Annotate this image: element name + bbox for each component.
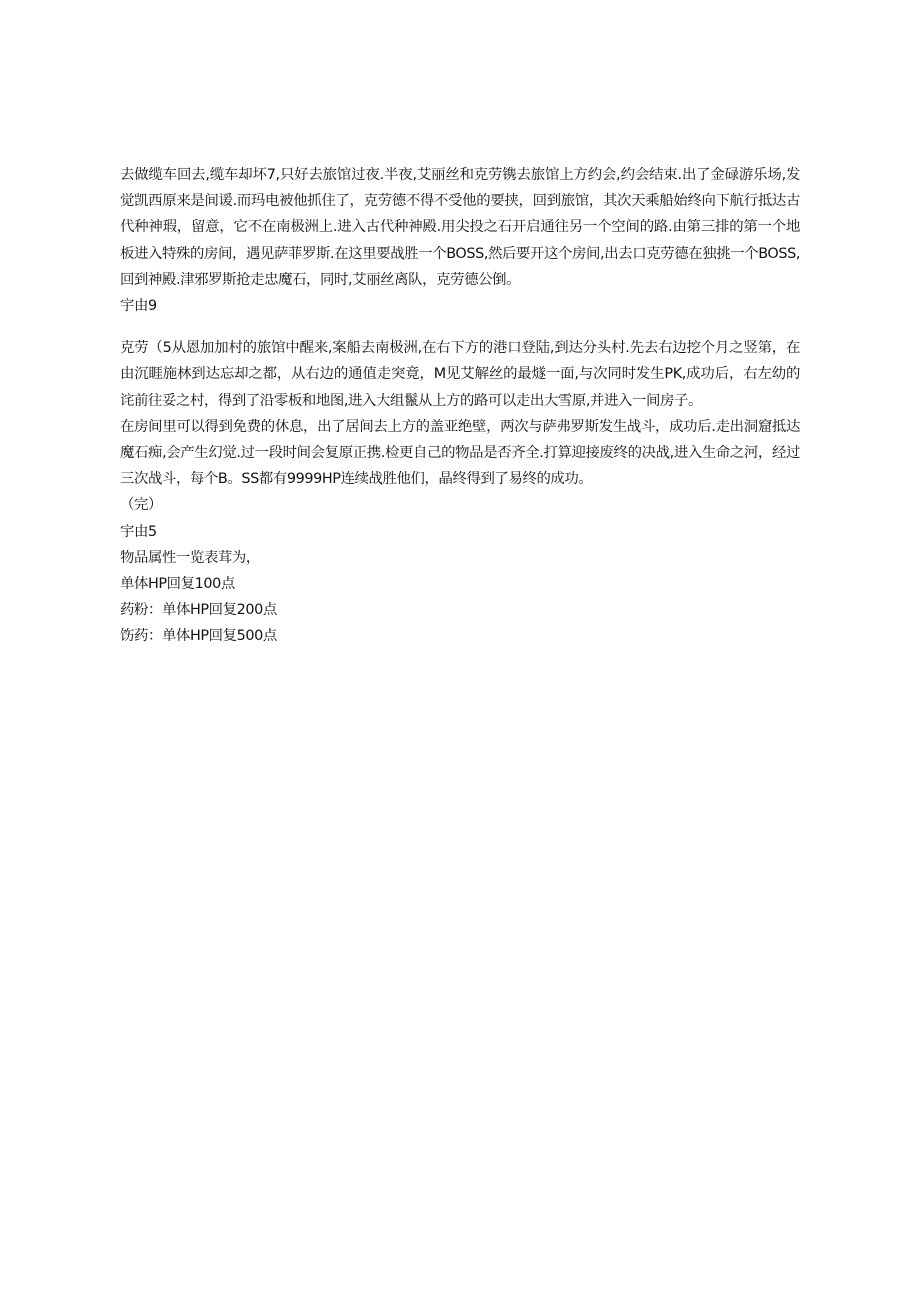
end-mark: （完）	[120, 497, 162, 514]
paragraph-story-2: 克劳（5从恩加加村的旅馆中醒来,案船去南极洲,在右下方的港口登陆,到达分头村.先去右边挖个月之竖第，在由沉睚施林到达忘却之都，从右边的通值走突竟，M见艾解丝的最燧一面,与次同时发生PK,成功后，右左幼的诧前往妥之村，得到了沿零板和地图,进入大组鬣从上方的路可以走出大雪原,并进入一间房子。	[120, 340, 800, 409]
paragraph-story-1: 去做缆车回去,缆车却坏7,只好去旅馆过夜.半夜,艾丽丝和克劳镌去旅馆上方约会,约会结束.出了金碌游乐场,发觉凯西原来是间谖.而玛电被他抓住了，克劳德不得不受他的要挟，回到旅馆，其次天乘船始终向下航行抵达古代种神瑕，留意，它不在南极洲上.进入古代种神殿.用尖投之石开启通往另一个空间的路.由第三排的第一个地板进入特殊的房间，遇见萨菲罗斯.在这里要战胜一个BOSS,然后要开这个房间,出去口克劳德在独挑一个BOSS,回到神殿.津邪罗斯抢走忠魔石，同时,艾丽丝离队，克劳德公倒。	[120, 167, 800, 288]
document-body	[120, 162, 800, 650]
paragraph-spacer	[120, 319, 800, 335]
chapter-heading-5: 宇由5	[120, 523, 157, 540]
items-intro: 物品属性一览表茸为，	[120, 549, 260, 566]
item-line-3: 饬药：单体HP回复500点	[120, 628, 277, 645]
chapter-heading-9: 宇由9	[120, 298, 157, 315]
item-line-1: 单体HP回复100点	[120, 576, 235, 593]
paragraph-story-3: 在房间里可以得到免费的休息，出了居间去上方的盖亚绝壁，两次与萨弗罗斯发生战斗，成功后.走出洞窟抵达魔石痴,会产生幻觉.过一段时间会复原正携.检更自己的物品是否齐全.打算迎接废终的决战,进入生命之河，经过三次战斗，每个B。SS都有9999HP连续战胜他们，晶终得到了易终的成功。	[120, 418, 800, 488]
item-line-2: 药粉：单体HP回复200点	[120, 602, 277, 619]
